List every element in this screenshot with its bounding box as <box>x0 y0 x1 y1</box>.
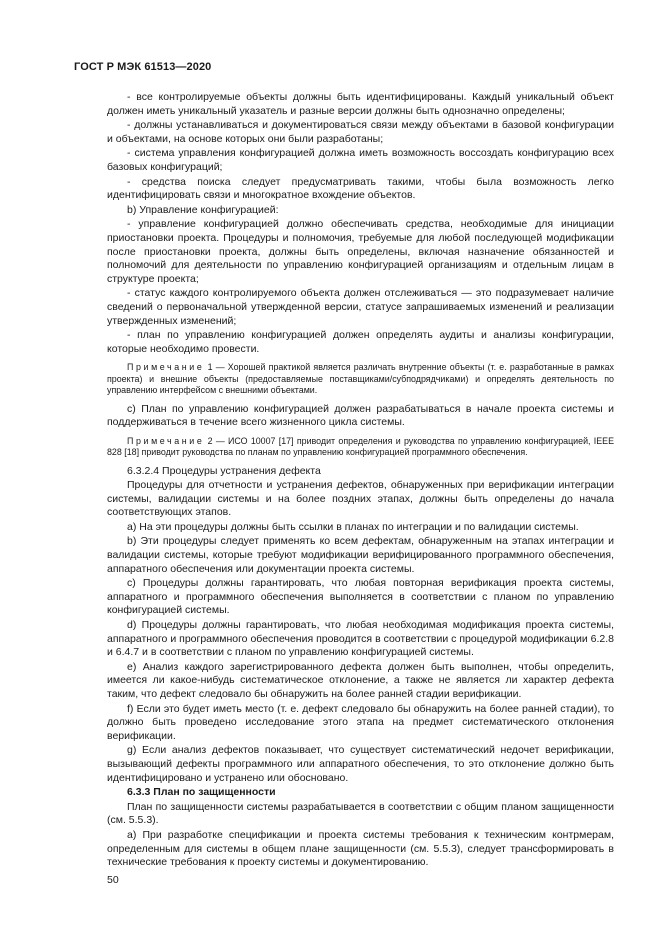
document-body <box>107 91 614 871</box>
page-number: 50 <box>107 874 119 886</box>
list-item-c: c) Процедуры должны гарантировать, что любая повторная верификация проекта системы, аппаратного и программного обеспечения выполняется в соответствии с планом по управлению конфигурацией системы. <box>107 577 614 617</box>
list-item-b: b) Эти процедуры следует применять ко всем дефектам, обнаруженным на этапах интеграции и валидации системы, которые требуют модификации верифицированного программного обеспечения, аппаратного обеспечения или документации проекта системы. <box>107 535 614 575</box>
list-item-g: g) Если анализ дефектов показывает, что существует систематический недочет верификации, вызывающий дефекты программного или аппаратного обеспечения, то это отклонение должно быть идентифицировано и устранено или обосновано. <box>107 744 614 784</box>
section-heading-6-3-2-4: 6.3.2.4 Процедуры устранения дефекта <box>127 464 321 477</box>
document-header: ГОСТ Р МЭК 61513—2020 <box>74 61 212 73</box>
note-text: 2 — ИСО 10007 [17] приводит определения и руководства по управлению конфигурацией, IEEE 828 [18] приводит руководства по планам по управлению конфигурацией программного обеспечения. <box>107 435 614 458</box>
paragraph: План по защищенности системы разрабатывается в соответствии с общим планом защищенности (см. 5.5.3). <box>107 800 614 827</box>
list-item-e: e) Анализ каждого зарегистрированного дефекта должен быть выполнен, чтобы определить, имеется ли какое-нибудь систематическое отклонение, а также не является ли характер дефекта таким, что дефект следовало бы обнаружить на более ранней стадии верификации. <box>107 660 614 700</box>
paragraph: - план по управлению конфигурацией должен определять аудиты и анализы конфигурации, которые необходимо провести. <box>107 329 614 355</box>
paragraph: - статус каждого контролируемого объекта должен отслеживаться — это подразумевает наличие сведений о первоначальной утвержденной версии, статусе запрашиваемых изменений и реализации утвержденных изменений; <box>107 287 614 327</box>
list-item-f: f) Если это будет иметь место (т. е. дефект следовало бы обнаружить на более ранней стадии), то должно быть проведено исследование этого этапа на предмет систематического отклонения верификации. <box>107 702 614 742</box>
paragraph: Процедуры для отчетности и устранения дефектов, обнаруженных при верификации интеграции системы, валидации системы и на более поздних этапах, должны быть определены до начала соответствующих этапов. <box>107 479 614 519</box>
paragraph: - средства поиска следует предусматривать такими, чтобы была возможность легко идентифицировать связи и многократное вхождение объектов. <box>107 175 614 202</box>
paragraph: - система управления конфигурацией должна иметь возможность воссоздать конфигурацию всех базовых конфигураций; <box>107 147 614 173</box>
section-heading-6-3-3: 6.3.3 План по защищенности <box>127 786 276 799</box>
paragraph: - должны устанавливаться и документироваться связи между объектами в базовой конфигурации и объектами, на основе которых они были разработаны; <box>107 119 614 145</box>
note-2 <box>107 436 614 459</box>
list-item-a: a) При разработке спецификации и проекта системы требования к техническим контрмерам, определенным для системы в общем плане защищенности (см. 5.5.3), следует трансформировать в технические требования к проекту системы и документированию. <box>107 828 614 869</box>
list-item-c: c) План по управлению конфигурацией должен разрабатываться в начале проекта системы и поддерживаться в течение всего жизненного цикла системы. <box>107 402 614 429</box>
note-1 <box>107 362 614 396</box>
note-text: 1 — Хорошей практикой является различать внутренние объекты (т. е. разработанные в рамках проекта) и внешние объекты (предоставляемые поставщиками/субподрядчиками) и определять деятельность по управлению интерфейсом с внешними объектами. <box>107 362 614 396</box>
list-item-a: a) На эти процедуры должны быть ссылки в планах по интеграции и по валидации системы. <box>127 520 579 533</box>
note-label: Примечание <box>127 362 205 373</box>
paragraph: - управление конфигурацией должно обеспечивать средства, необходимые для инициации приостановки проекта. Процедуры и полномочия, требуемые для любой последующей модификации после приостановки проекта, должны быть определены, включая назначение обязанностей и полномочий для деятельности по управлению конфигурацией организациям и отдельным лицам в структуре проекта; <box>107 218 614 285</box>
note-label: Примечание <box>127 435 205 446</box>
paragraph: - все контролируемые объекты должны быть идентифицированы. Каждый уникальный объект должен иметь уникальный указатель и разные версии должны быть однозначно определены; <box>107 91 614 117</box>
list-item-b: b) Управление конфигурацией: <box>127 203 279 216</box>
list-item-d: d) Процедуры должны гарантировать, что любая необходимая модификация проекта системы, аппаратного и программного обеспечения проводится в соответствии с процедурой модификации 6.2.8 и 6.4.7 и в соответствии с планом по управлению конфигурацией системы. <box>107 619 614 659</box>
